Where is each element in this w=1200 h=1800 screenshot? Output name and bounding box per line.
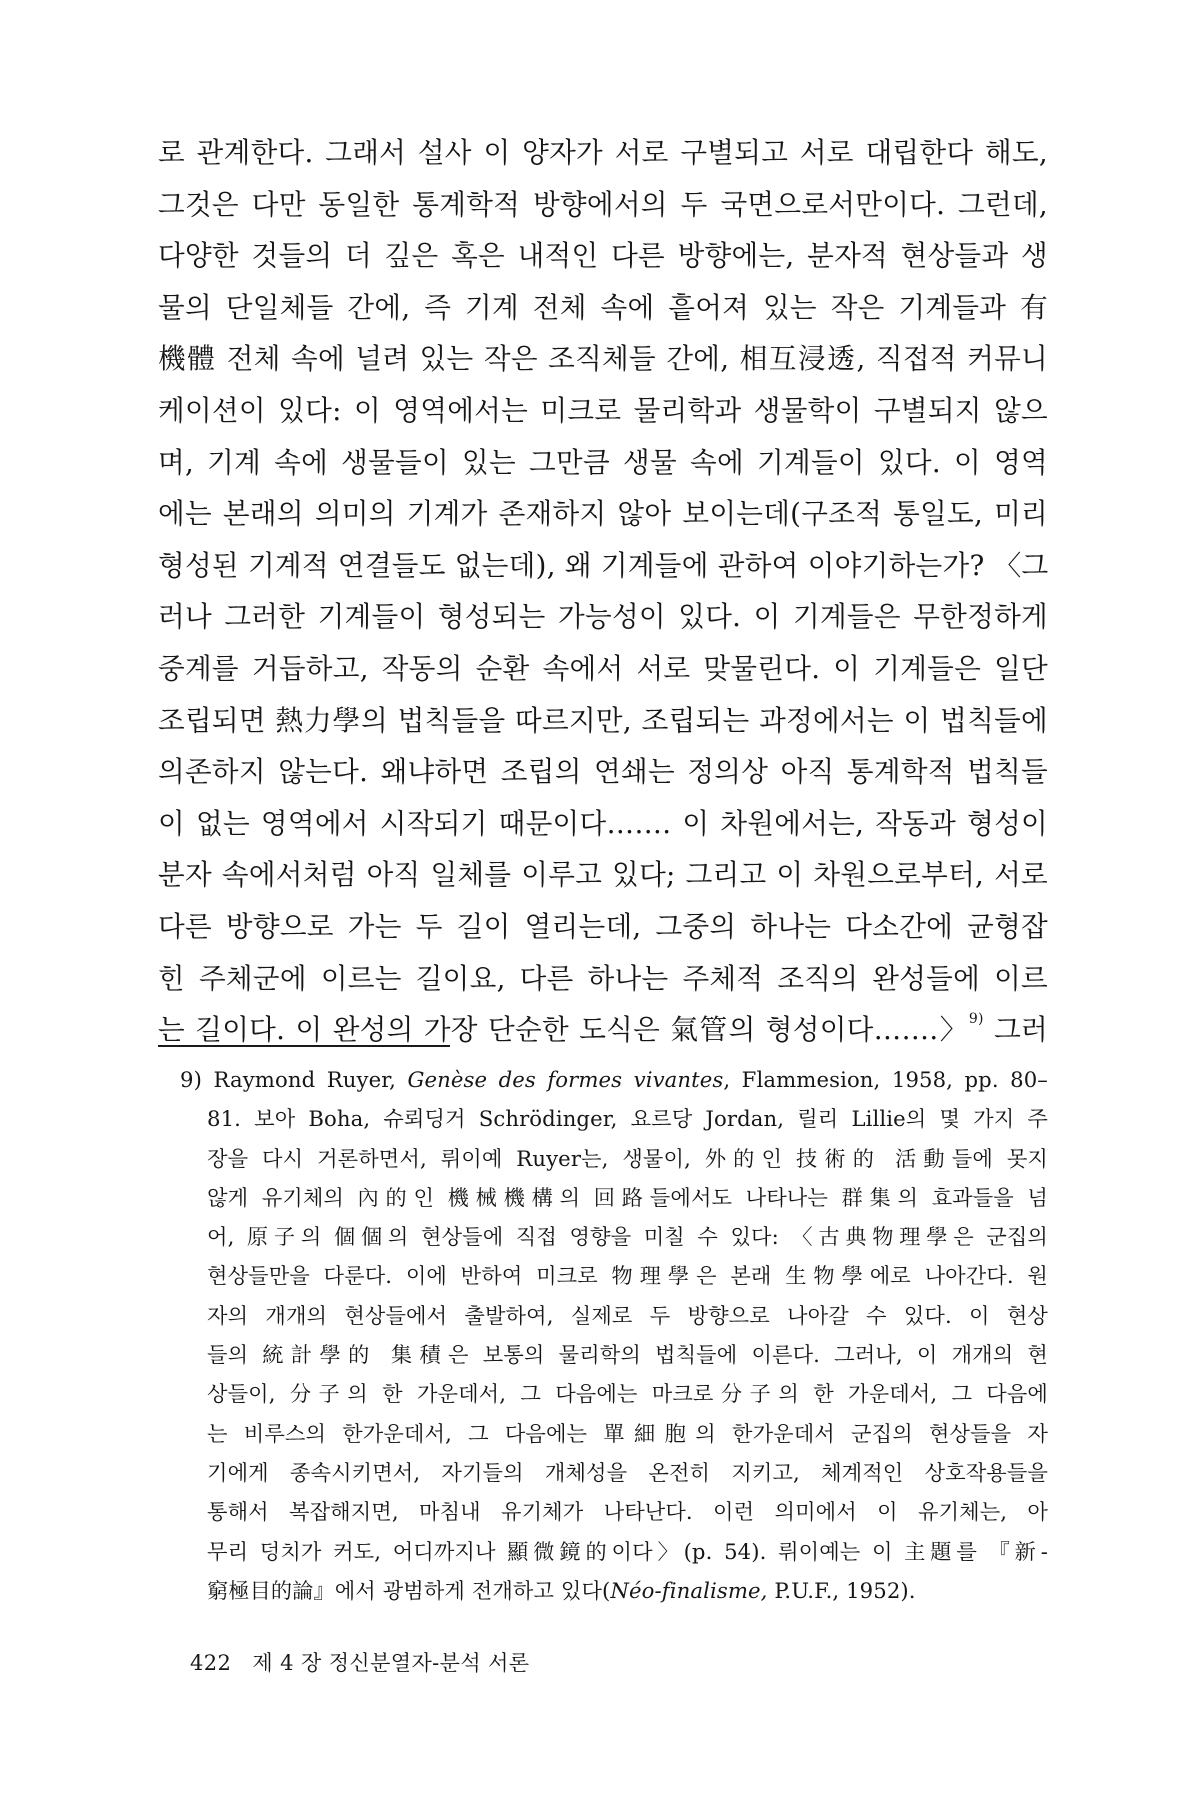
- body-line: 다양한 것들의 더 깊은 혹은 내적인 다른 방향에는, 분자적 현상들과 생: [158, 239, 1048, 273]
- footnote-reference[interactable]: 9): [968, 1010, 984, 1027]
- footnote-line: 81. 보아 Boha, 슈뢰딩거 Schrödinger, 요르당 Jordan, 릴리 Lillie의 몇 가지 주: [207, 1106, 1048, 1132]
- running-head: 제 4 장 정신분열자-분석 서론: [252, 1651, 530, 1675]
- footnote-number: 9): [180, 1067, 202, 1092]
- body-line: 힌 주체군에 이르는 길이요, 다른 하나는 주체적 조직의 완성들에 이르: [158, 961, 1048, 995]
- body-line: 조립되면 熱力學의 법칙들을 따르지만, 조립되는 과정에서는 이 법칙들에: [158, 703, 1048, 737]
- footnote-text: 窮極目的論』에서 광범하게 전개하고 있다(: [207, 1577, 611, 1603]
- body-line: 중계를 거듭하고, 작동의 순환 속에서 서로 맞물린다. 이 기계들은 일단: [158, 651, 1048, 685]
- body-line: 형성된 기계적 연결들도 없는데), 왜 기계들에 관하여 이야기하는가? 〈그: [158, 548, 1049, 582]
- footnote-line: 는 비루스의 한가운데서, 그 다음에는 單細胞의 한가운데서 군집의 현상들을 자: [207, 1420, 1048, 1446]
- footnote-book-title: Néo-finalisme,: [610, 1577, 768, 1603]
- body-line: 로 관계한다. 그래서 설사 이 양자가 서로 구별되고 서로 대립한다 해도,: [158, 136, 1048, 169]
- footnote-line: 현상들만을 다룬다. 이에 반하여 미크로 物理學은 본래 生物學에로 나아간다. 원: [207, 1263, 1048, 1289]
- body-line-with-footnote-ref: [158, 1004, 1048, 1056]
- page-footer: [190, 1648, 529, 1678]
- page-number: 422: [190, 1651, 232, 1675]
- body-line-text: 는 길이다. 이 완성의 가장 단순한 도식은 氣管의 형성이다…….〉: [158, 1013, 969, 1047]
- body-line-continuation: 그러: [994, 1013, 1049, 1047]
- body-line: 며, 기계 속에 생물들이 있는 그만큼 생물 속에 기계들이 있다. 이 영역: [158, 445, 1048, 479]
- footnote-line-first: [180, 1060, 1048, 1099]
- footnote-line: 통해서 복잡해지면, 마침내 유기체가 나타난다. 이런 의미에서 이 유기체는, 아: [207, 1499, 1048, 1525]
- body-line: 물의 단일체들 간에, 즉 기계 전체 속에 흩어져 있는 작은 기계들과 有: [158, 290, 1048, 324]
- footnote-line: 자의 개개의 현상들에서 출발하여, 실제로 두 방향으로 나아갈 수 있다. 이 현상: [207, 1302, 1048, 1328]
- footnote-line: 어, 原子의 個個의 현상들에 직접 영향을 미칠 수 있다: 〈古典物理學은 군집의: [207, 1224, 1048, 1250]
- footnote-publication: , Flammesion, 1958, pp. 80–: [723, 1067, 1048, 1092]
- footnote-line-last: [180, 1571, 1048, 1610]
- footnote-9: [180, 1060, 1048, 1610]
- footnote-line: 무리 덩치가 커도, 어디까지나 顯微鏡的이다〉(p. 54). 뤼이예는 이 主題를 『新-: [207, 1538, 1048, 1564]
- footnote-divider: [158, 1045, 450, 1047]
- footnote-line: 기에게 종속시키면서, 자기들의 개체성을 온전히 지키고, 체계적인 상호작용들을: [207, 1459, 1048, 1485]
- body-line: 이 없는 영역에서 시작되기 때문이다……. 이 차원에서는, 작동과 형성이: [158, 806, 1048, 840]
- footnote-book-title: Genèse des formes vivantes: [407, 1067, 724, 1092]
- footnote-publication: P.U.F., 1952).: [767, 1577, 916, 1603]
- body-line: 그것은 다만 동일한 통계학적 방향에서의 두 국면으로서만이다. 그런데,: [158, 187, 1048, 221]
- footnote-line: 않게 유기체의 內的인 機械機構의 回路들에서도 나타나는 群集의 효과들을 넘: [207, 1184, 1048, 1210]
- footnote-line: 들의 統計學的 集積은 보통의 물리학의 법칙들에 이른다. 그러나, 이 개개의 현: [207, 1342, 1048, 1368]
- body-line: 러나 그러한 기계들이 형성되는 가능성이 있다. 이 기계들은 무한정하게: [158, 600, 1048, 634]
- body-line: 케이션이 있다: 이 영역에서는 미크로 물리학과 생물학이 구별되지 않으: [158, 393, 1048, 427]
- footnote-line: 상들이, 分子의 한 가운데서, 그 다음에는 마크로分子의 한 가운데서, 그 다음에: [207, 1381, 1048, 1407]
- body-line: 분자 속에서처럼 아직 일체를 이루고 있다; 그리고 이 차원으로부터, 서로: [158, 858, 1048, 892]
- footnote-line: 장을 다시 거론하면서, 뤼이예 Ruyer는, 생물이, 外的인 技術的 活動들에 못지: [207, 1145, 1048, 1171]
- body-line: 의존하지 않는다. 왜냐하면 조립의 연쇄는 정의상 아직 통계학적 법칙들: [158, 755, 1048, 789]
- footnote-author: Raymond Ruyer,: [213, 1067, 408, 1092]
- body-line: 다른 방향으로 가는 두 길이 열리는데, 그중의 하나는 다소간에 균형잡: [158, 909, 1048, 943]
- body-line: 에는 본래의 의미의 기계가 존재하지 않아 보이는데(구조적 통일도, 미리: [158, 497, 1048, 531]
- main-body-text: [158, 127, 1048, 1056]
- body-line: 機體 전체 속에 널려 있는 작은 조직체들 간에, 相互浸透, 직접적 커뮤니: [158, 342, 1048, 376]
